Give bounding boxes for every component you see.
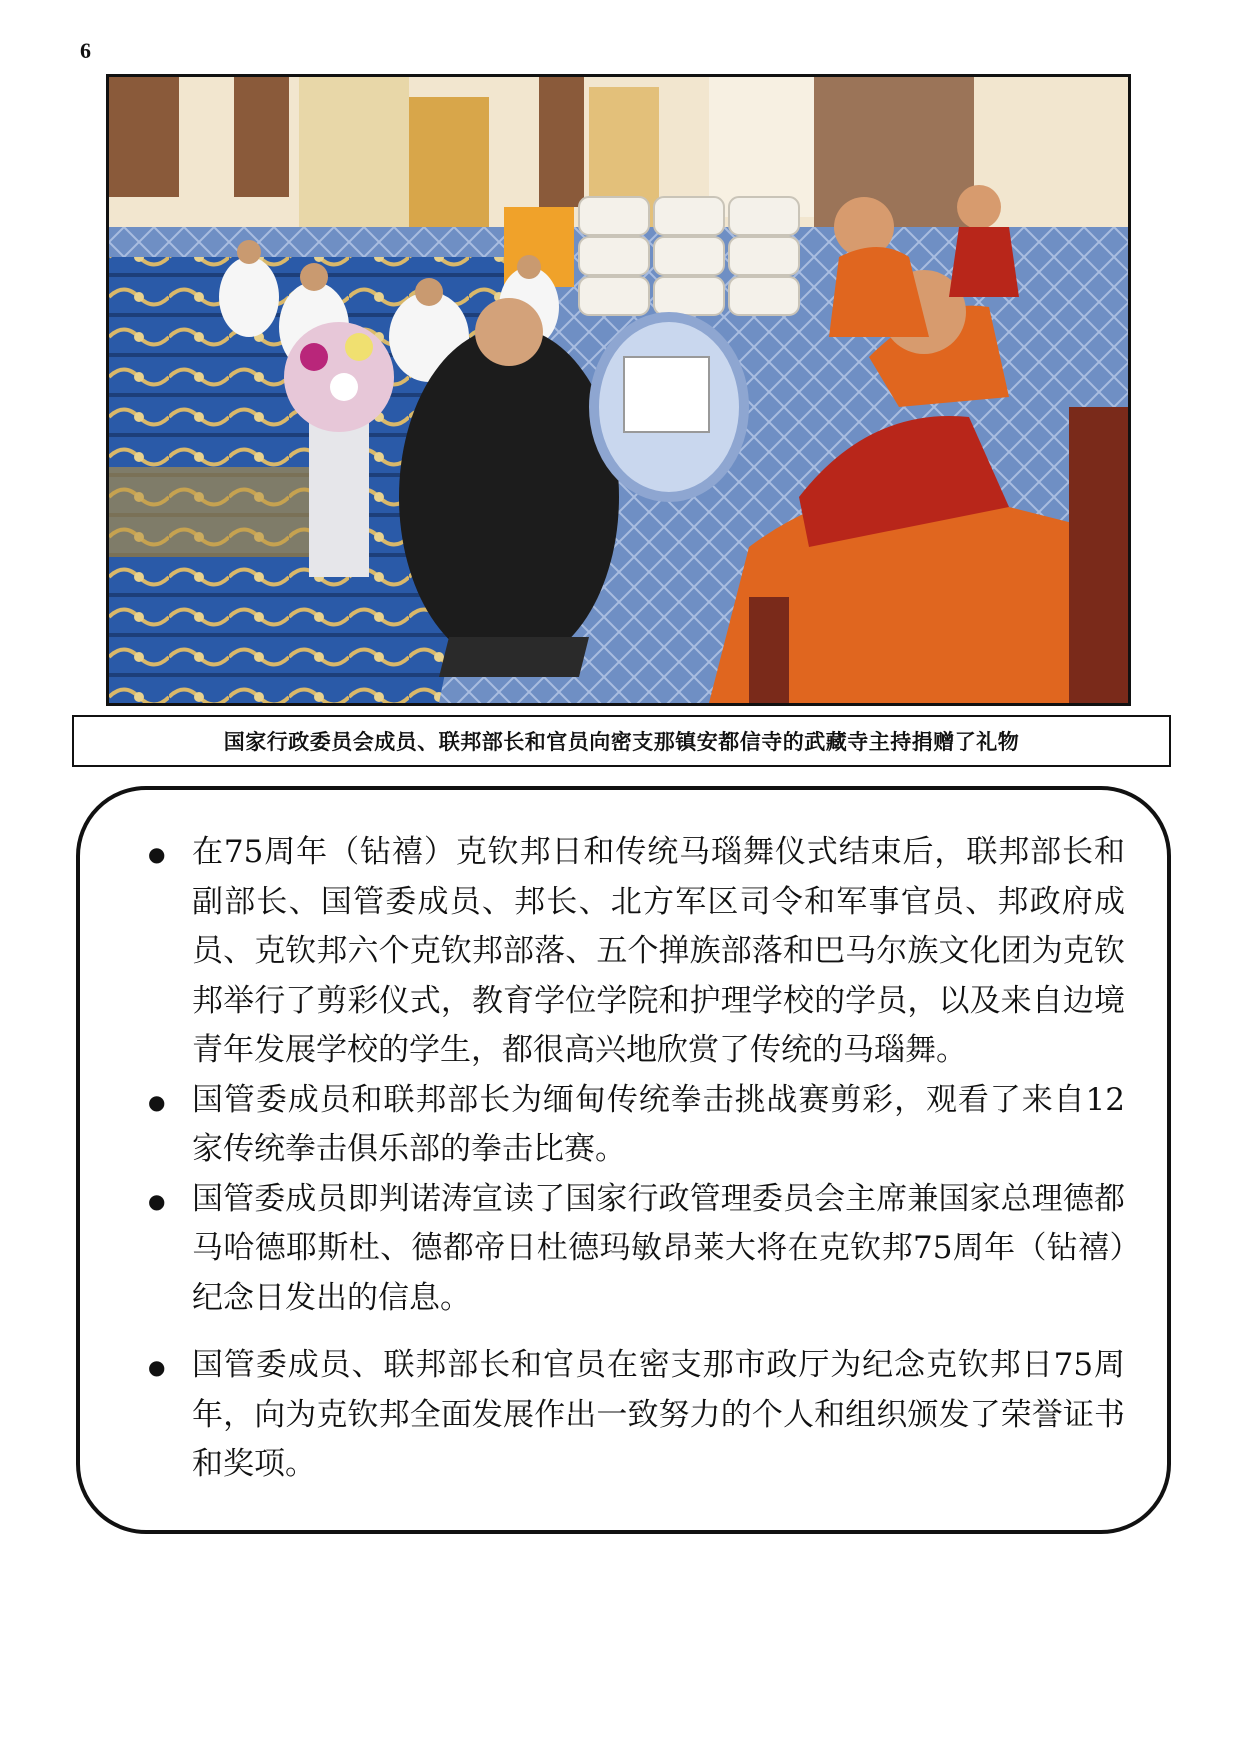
ceremony-photo	[106, 74, 1131, 706]
bullet-item	[118, 828, 1125, 1076]
bullet-dot-icon: ●	[148, 1355, 166, 1379]
bullet-text: 国管委成员和联邦部长为缅甸传统拳击挑战赛剪彩，观看了来自12家传统拳击俱乐部的拳击比赛。	[192, 1081, 1125, 1167]
summary-bullet-box	[76, 786, 1171, 1534]
bullet-text: 在75周年（钻禧）克钦邦日和传统马瑙舞仪式结束后，联邦部长和副部长、国管委成员、邦长、北方军区司令和军事官员、邦政府成员、克钦邦六个克钦邦部落、五个掸族部落和巴马尔族文化团为克钦邦举行了剪彩仪式，教育学位学院和护理学校的学员，以及来自边境青年发展学校的学生，都很高兴地欣赏了传统的马瑙舞。	[192, 834, 1125, 1068]
bullet-text: 国管委成员、联邦部长和官员在密支那市政厅为纪念克钦邦日75周年，向为克钦邦全面发展作出一致努力的个人和组织颁发了荣誉证书和奖项。	[192, 1347, 1125, 1482]
page-number: 6	[80, 38, 91, 63]
photo-caption	[72, 715, 1171, 767]
bullet-dot-icon: ●	[148, 1089, 166, 1114]
bullet-text: 国管委成员即判诺涛宣读了国家行政管理委员会主席兼国家总理德都马哈德耶斯杜、德都帝日杜德玛敏昂莱大将在克钦邦75周年（钻禧）纪念日发出的信息。	[192, 1180, 1125, 1316]
bullet-item	[118, 1341, 1125, 1490]
bullet-dot-icon: ●	[148, 842, 166, 866]
bullet-dot-icon: ●	[148, 1188, 166, 1213]
bullet-item	[118, 1175, 1125, 1324]
bullet-item	[118, 1076, 1125, 1175]
photo-ceremony-image	[109, 77, 1128, 703]
summary-bullet-list	[118, 828, 1125, 1490]
photo-caption-text: 国家行政委员会成员、联邦部长和官员向密支那镇安都信寺的武藏寺主持捐赠了礼物	[223, 730, 1020, 754]
